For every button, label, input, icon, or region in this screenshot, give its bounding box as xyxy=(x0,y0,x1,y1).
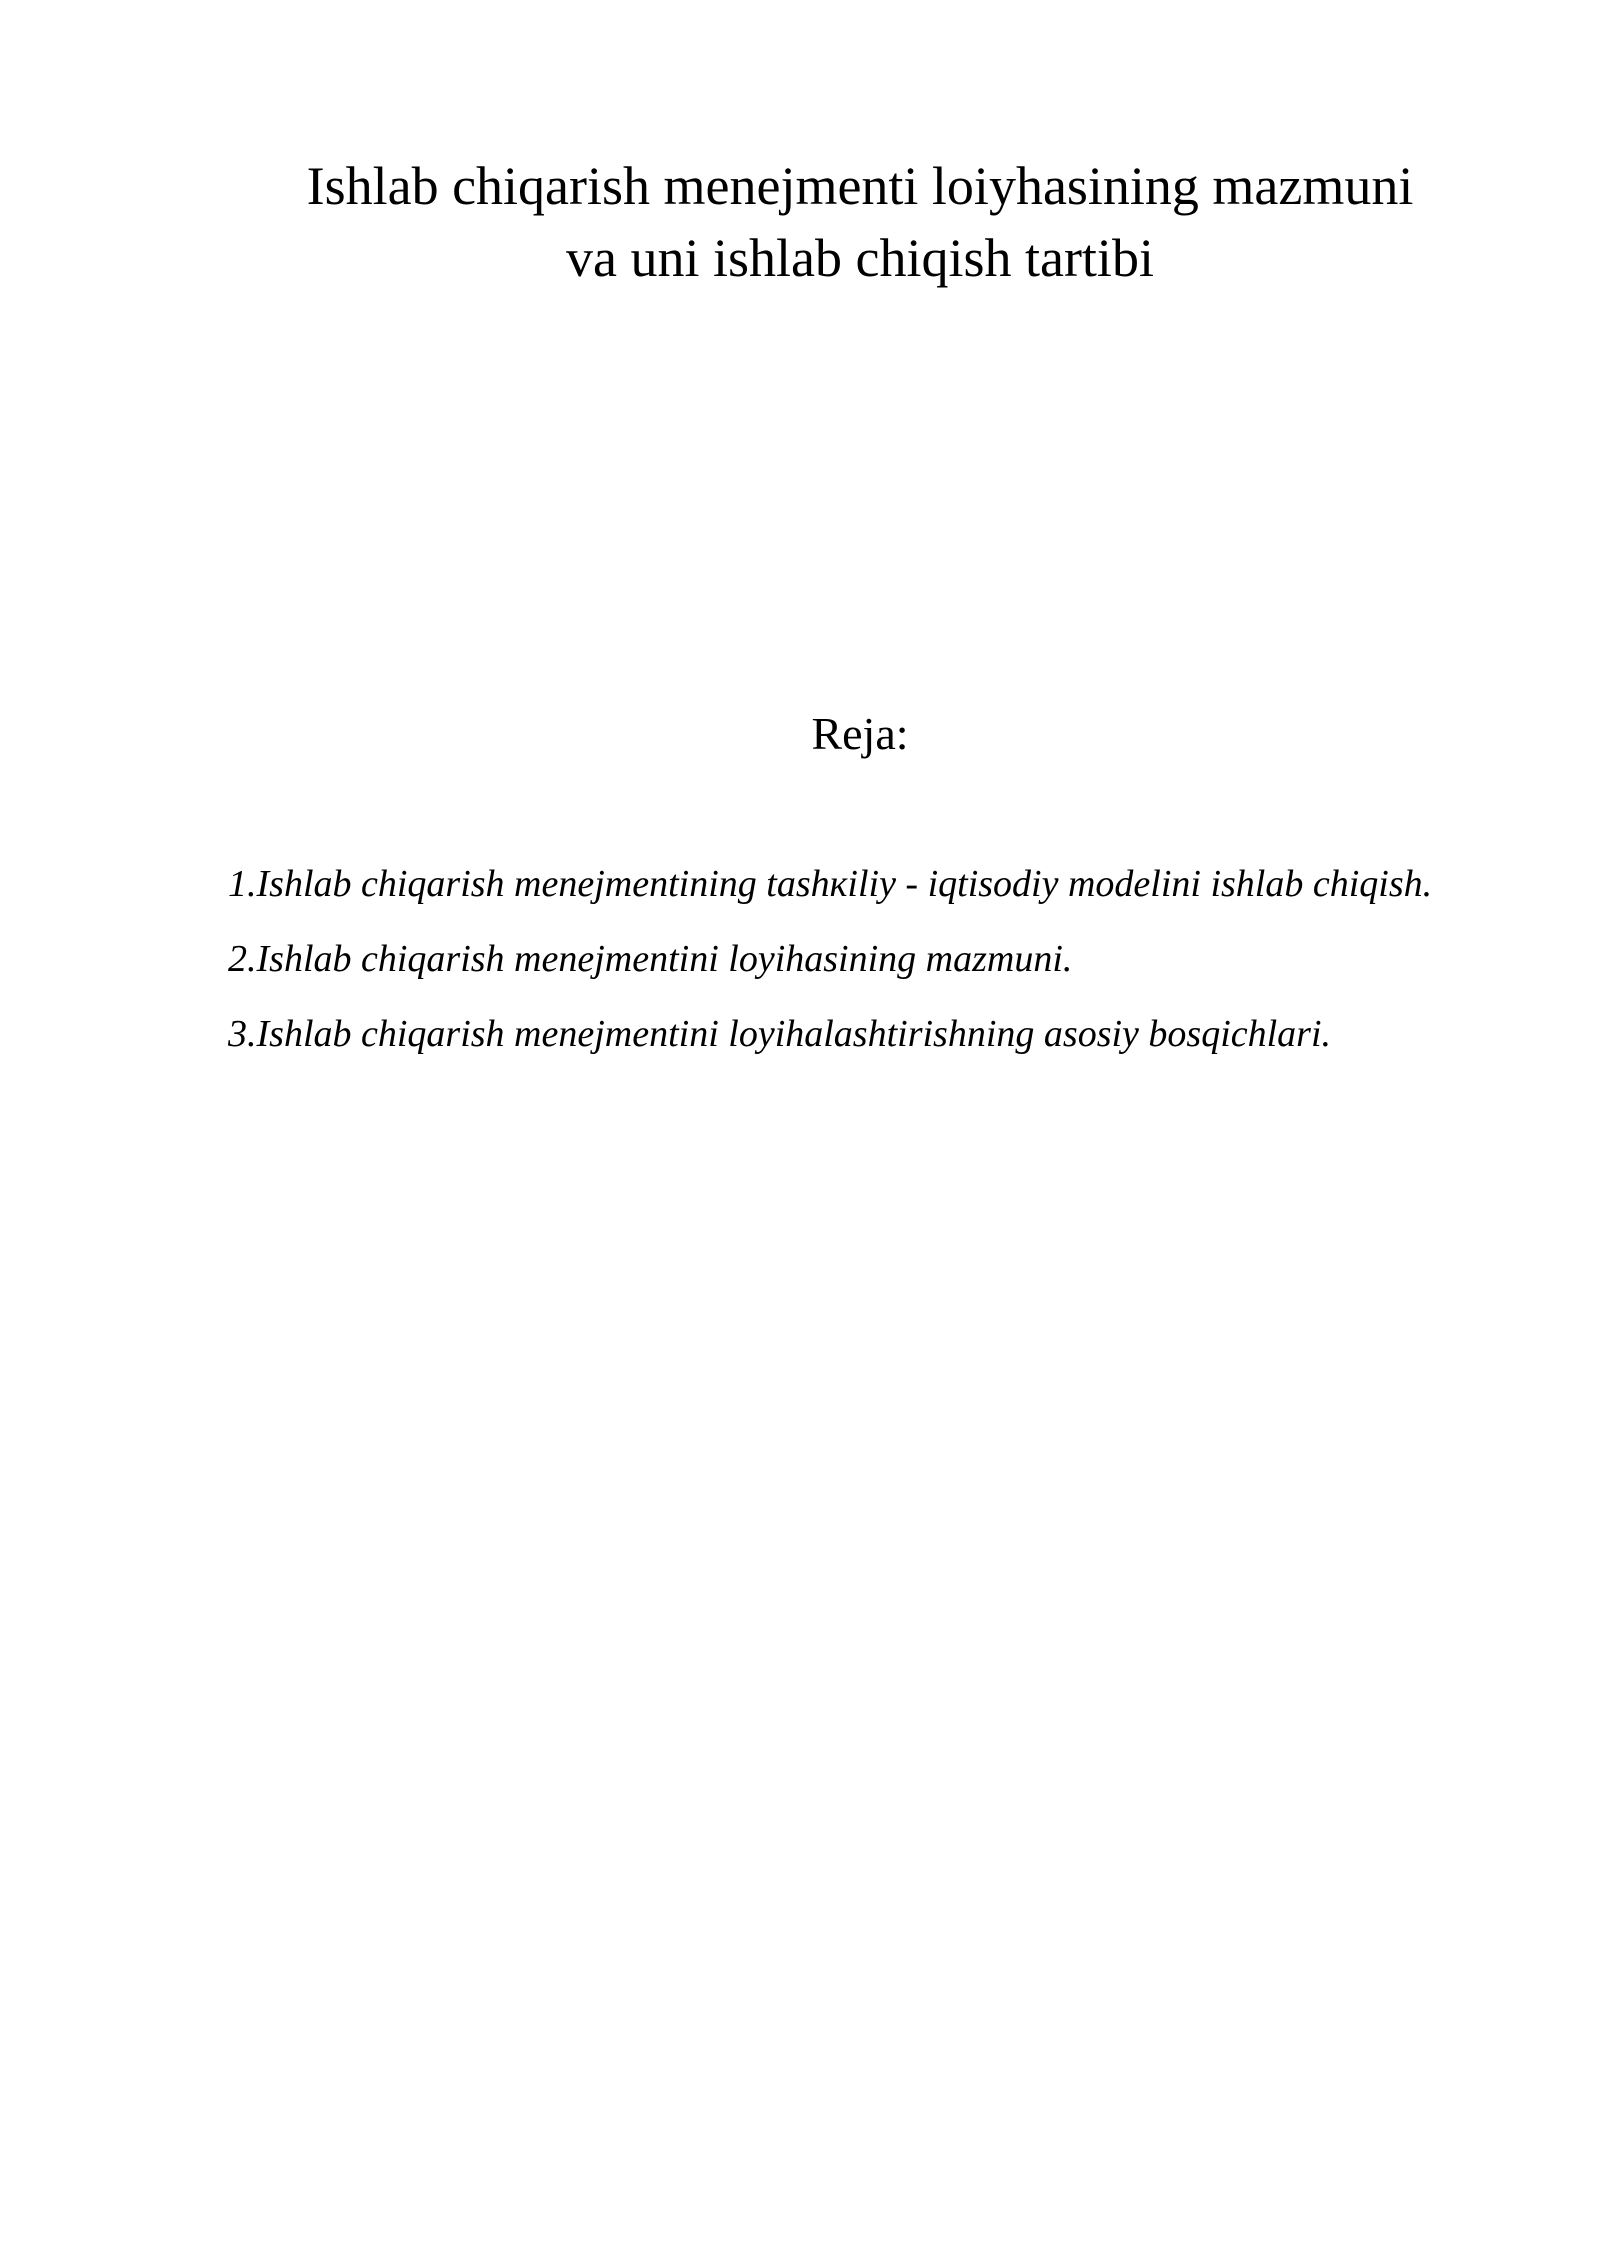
document-title-line-2: va uni ishlab chiqish tartibi xyxy=(566,228,1154,288)
plan-item-3: 3.Ishlab chiqarish menejmentini loyihalashtirishning asosiy bosqichlari. xyxy=(228,1013,1332,1055)
plan-list xyxy=(228,847,1492,1072)
document-title xyxy=(228,150,1492,294)
plan-item-2: 2.Ishlab chiqarish menejmentini loyihasining mazmuni. xyxy=(228,938,1073,980)
plan-item-1: 1.Ishlab chiqarish menejmentining tashкiliy - iqtisodiy modelini ishlab chiqish. xyxy=(228,863,1433,905)
plan-heading: Reja: xyxy=(811,708,909,759)
document-title-line-1: Ishlab chiqarish menejmenti loiyhasining mazmuni xyxy=(306,156,1414,216)
